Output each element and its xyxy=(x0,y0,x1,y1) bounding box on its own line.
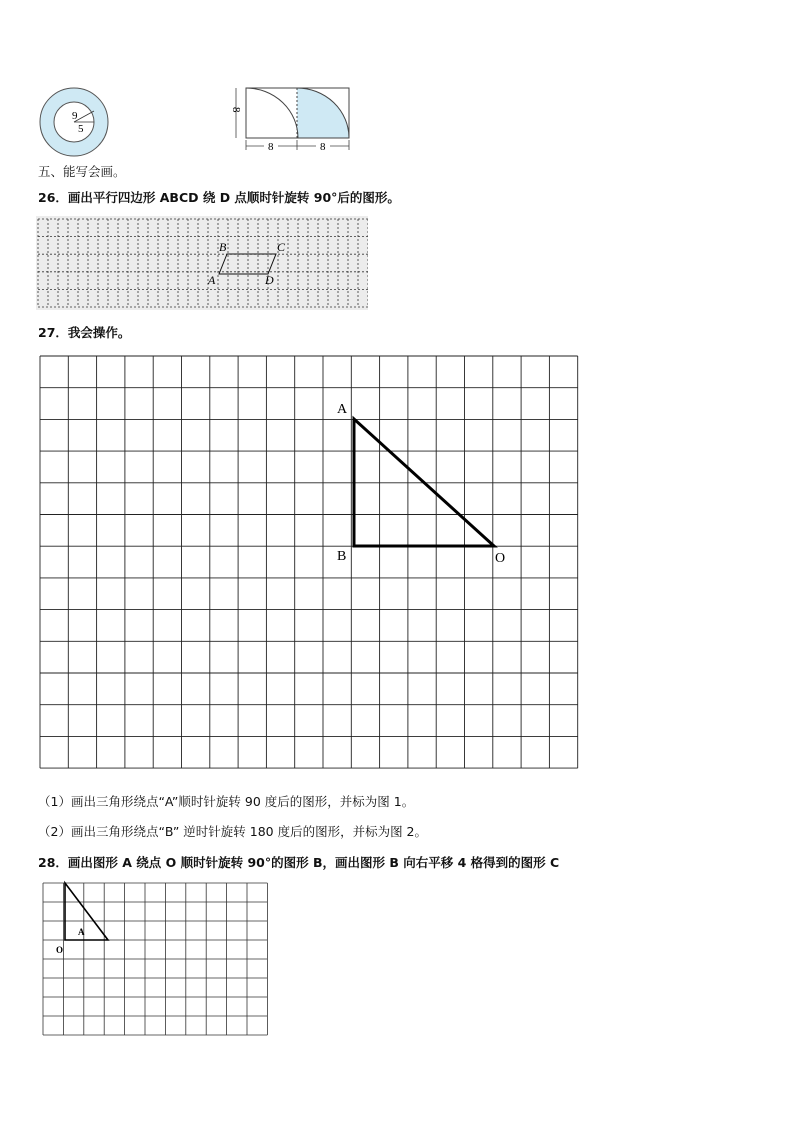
ring-label-top: 9 xyxy=(72,110,78,122)
q27-grid xyxy=(30,346,590,778)
ring-label-bottom: 5 xyxy=(78,123,84,135)
figure-a-triangle xyxy=(65,883,108,940)
question-26: 26．画出平行四边形 ABCD 绕 D 点顺时针旋转 90°后的图形。 xyxy=(38,190,400,205)
q28-grid xyxy=(36,876,272,1040)
q28-label-o: O xyxy=(56,945,64,955)
q26-label-b: B xyxy=(219,240,227,254)
question-28: 28．画出图形 A 绕点 O 顺时针旋转 90°的图形 B，画出图形 B 向右平移 4 格得到的图形 C xyxy=(38,855,560,870)
q27-label-o: O xyxy=(495,551,506,566)
question-27-part-1: （1）画出三角形绕点“A”顺时针旋转 90 度后的图形，并标为图 1。 xyxy=(38,794,415,809)
question-27-part-2: （2）画出三角形绕点“B” 逆时针旋转 180 度后的图形，并标为图 2。 xyxy=(38,824,428,839)
section-title: 五、能写会画。 xyxy=(38,164,126,179)
q28-label-a: A xyxy=(78,927,85,937)
q27-label-a: A xyxy=(337,402,348,417)
q26-label-c: C xyxy=(277,240,286,254)
rect-right-width-label: 8 xyxy=(320,141,326,153)
rect-height-label: 8 xyxy=(230,107,242,113)
q26-label-d: D xyxy=(265,273,274,287)
rect-left-width-label: 8 xyxy=(268,141,274,153)
question-27: 27．我会操作。 xyxy=(38,325,131,340)
q26-label-a: A xyxy=(208,273,216,287)
quarter-circle-figure xyxy=(228,82,358,154)
q26-grid xyxy=(36,216,368,310)
q27-label-b: B xyxy=(337,549,347,564)
ring-figure xyxy=(36,86,112,158)
